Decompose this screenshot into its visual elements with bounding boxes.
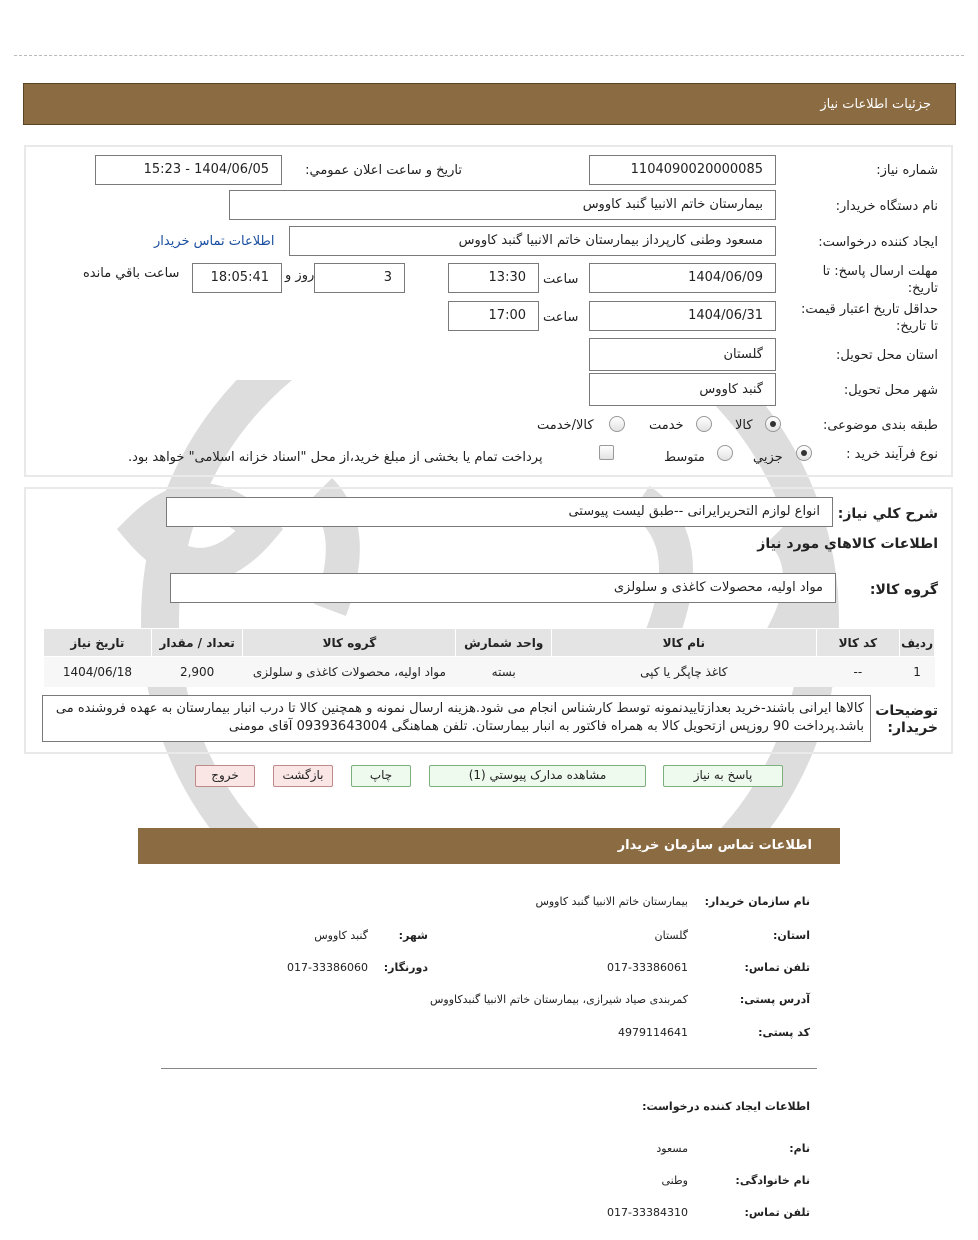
back-button[interactable]: بازگشت [273, 765, 333, 787]
creator-phone: 017-33384310 [607, 1206, 688, 1219]
contact-province: گلستان [654, 929, 688, 942]
announce-label: تاريخ و ساعت اعلان عمومي: [305, 163, 462, 178]
contact-divider [161, 1068, 817, 1069]
contact-address-label: آدرس پستی: [739, 993, 810, 1006]
deadline-label-2: تاريخ: [907, 281, 938, 296]
category-label: طبقه بندی موضوعی: [822, 418, 938, 433]
contact-phone: 017-33386061 [607, 961, 688, 974]
col-row-number: رديف [900, 629, 935, 657]
group-label: گروه کالا: [869, 582, 938, 598]
exit-button[interactable]: خروج [195, 765, 255, 787]
cell-quantity: 2,900 [151, 657, 243, 687]
deadline-date-field: 1404/06/09 [589, 263, 776, 293]
days-field: 3 [314, 263, 405, 293]
days-label: روز و [285, 268, 315, 283]
creator-info-heading: اطلاعات ايجاد کننده درخواست: [642, 1100, 810, 1113]
group-field: مواد اولیه، محصولات کاغذی و سلولزی [170, 573, 836, 603]
contact-phone-label: تلفن تماس: [744, 961, 810, 974]
cell-item-name: کاغذ چاپگر یا کپی [552, 657, 816, 687]
category-radio-goods[interactable] [765, 416, 781, 432]
contact-header: اطلاعات تماس سازمان خريدار [138, 828, 840, 864]
creator-name-label: نام: [789, 1142, 810, 1155]
col-item-group: گروه کالا [243, 629, 456, 657]
deadline-time-field: 13:30 [448, 263, 539, 293]
print-button[interactable]: چاپ [351, 765, 411, 787]
purchase-option-minor: جزیي [753, 450, 783, 465]
purchase-radio-medium[interactable] [717, 445, 733, 461]
top-divider [14, 55, 964, 56]
contact-org: بيمارستان خاتم الانبيا گنبد کاووس [535, 895, 688, 908]
city-field: گنبد کاووس [589, 373, 776, 406]
creator-name: مسعود [656, 1142, 688, 1155]
cell-need-date: 1404/06/18 [44, 657, 152, 687]
notes-field: کالاها ایرانی باشند-خرید بعدازتاییدنمونه توسط کارشناس انجام می شود.هزینه ارسال نمونه و همچنین کالا تا درب انبار بیمارستان به عهده فروشنده می باشد.پرداخت 90 روزپس ازتحویل کالا به همراه فاکتور به انبار بیمارستان. تلفن هماهنگی 09393643004 آقای مومنی [42, 695, 871, 742]
category-radio-both[interactable] [609, 416, 625, 432]
notes-label: توضيحات [875, 703, 938, 719]
need-number-label: شماره نياز: [876, 163, 938, 178]
col-need-date: تاريخ نياز [44, 629, 152, 657]
notes-label-2: خريدار: [887, 720, 938, 736]
deadline-label: مهلت ارسال پاسخ: تا [822, 264, 938, 279]
contact-postal-label: کد پستی: [758, 1026, 810, 1039]
goods-table [43, 628, 935, 687]
page-header: جزئيات اطلاعات نياز [23, 83, 956, 125]
col-quantity: تعداد / مقدار [151, 629, 243, 657]
validity-label: حداقل تاريخ اعتبار قيمت: [800, 302, 938, 317]
need-number-field: 1104090020000085 [589, 155, 776, 185]
contact-postal: 4979114641 [618, 1026, 688, 1039]
table-row [44, 657, 935, 687]
city-label: شهر محل تحويل: [843, 383, 938, 398]
purchase-label: نوع فرآیند خرید : [846, 447, 938, 462]
creator-label: ايجاد کننده درخواست: [818, 235, 938, 250]
validity-date-field: 1404/06/31 [589, 301, 776, 331]
view-attachments-button[interactable]: مشاهده مدارک پيوستي (1) [429, 765, 646, 787]
buyer-org-field: بيمارستان خاتم الانبيا گنبد کاووس [229, 190, 776, 220]
reply-button[interactable]: پاسخ به نياز [663, 765, 783, 787]
summary-label: شرح كلي نياز: [837, 506, 938, 522]
creator-family: وطنی [661, 1174, 688, 1187]
cell-row-number: 1 [900, 657, 935, 687]
validity-time-label: ساعت [543, 310, 579, 325]
treasury-checkbox[interactable] [599, 445, 614, 460]
table-header-row [44, 629, 935, 657]
contact-province-label: استان: [773, 929, 810, 942]
purchase-option-medium: متوسط [664, 450, 705, 465]
col-unit: واحد شمارش [456, 629, 552, 657]
buyer-org-label: نام دستگاه خريدار: [835, 199, 938, 214]
cell-unit: بسته [456, 657, 552, 687]
deadline-time-label: ساعت [543, 272, 579, 287]
contact-org-label: نام سازمان خريدار: [704, 895, 810, 908]
cell-item-group: مواد اولیه، محصولات کاغذی و سلولزی [243, 657, 456, 687]
goods-heading: اطلاعات كالاهاي مورد نياز [757, 536, 938, 552]
announce-field: 1404/06/05 - 15:23 [95, 155, 282, 185]
category-radio-service[interactable] [696, 416, 712, 432]
contact-address: کمربندی صیاد شیرازی، بیمارستان خاتم الانبیا گنبدکاووس [429, 993, 688, 1006]
contact-fax: 017-33386060 [287, 961, 368, 974]
category-option-both: کالا/خدمت [537, 418, 594, 433]
validity-label-2: تا تاريخ: [896, 319, 938, 334]
cell-item-code: -- [816, 657, 900, 687]
creator-phone-label: تلفن تماس: [744, 1206, 810, 1219]
col-item-name: نام کالا [552, 629, 816, 657]
contact-fax-label: دورنگار: [383, 961, 428, 974]
creator-family-label: نام خانوادگی: [735, 1174, 810, 1187]
col-item-code: کد کالا [816, 629, 900, 657]
category-option-service: خدمت [649, 418, 684, 433]
remaining-label: ساعت باقي مانده [83, 266, 180, 281]
purchase-radio-minor[interactable] [796, 445, 812, 461]
validity-time-field: 17:00 [448, 301, 539, 331]
remaining-field: 18:05:41 [192, 263, 282, 293]
contact-city: گنبد کاووس [314, 929, 368, 942]
contact-city-label: شهر: [398, 929, 428, 942]
buyer-contact-link[interactable]: اطلاعات تماس خريدار [154, 234, 275, 249]
category-option-goods: کالا [735, 418, 753, 433]
province-label: استان محل تحويل: [836, 348, 938, 363]
province-field: گلستان [589, 338, 776, 371]
summary-field: انواع لوازم التحریرایرانی --طبق لیست پیوستی [166, 497, 833, 527]
treasury-note: پرداخت تمام یا بخشی از مبلغ خرید،از محل "اسناد خزانه اسلامی" خواهد بود. [128, 450, 543, 465]
creator-field: مسعود وطنی کارپرداز بيمارستان خاتم الانبيا گنبد کاووس [289, 226, 776, 256]
